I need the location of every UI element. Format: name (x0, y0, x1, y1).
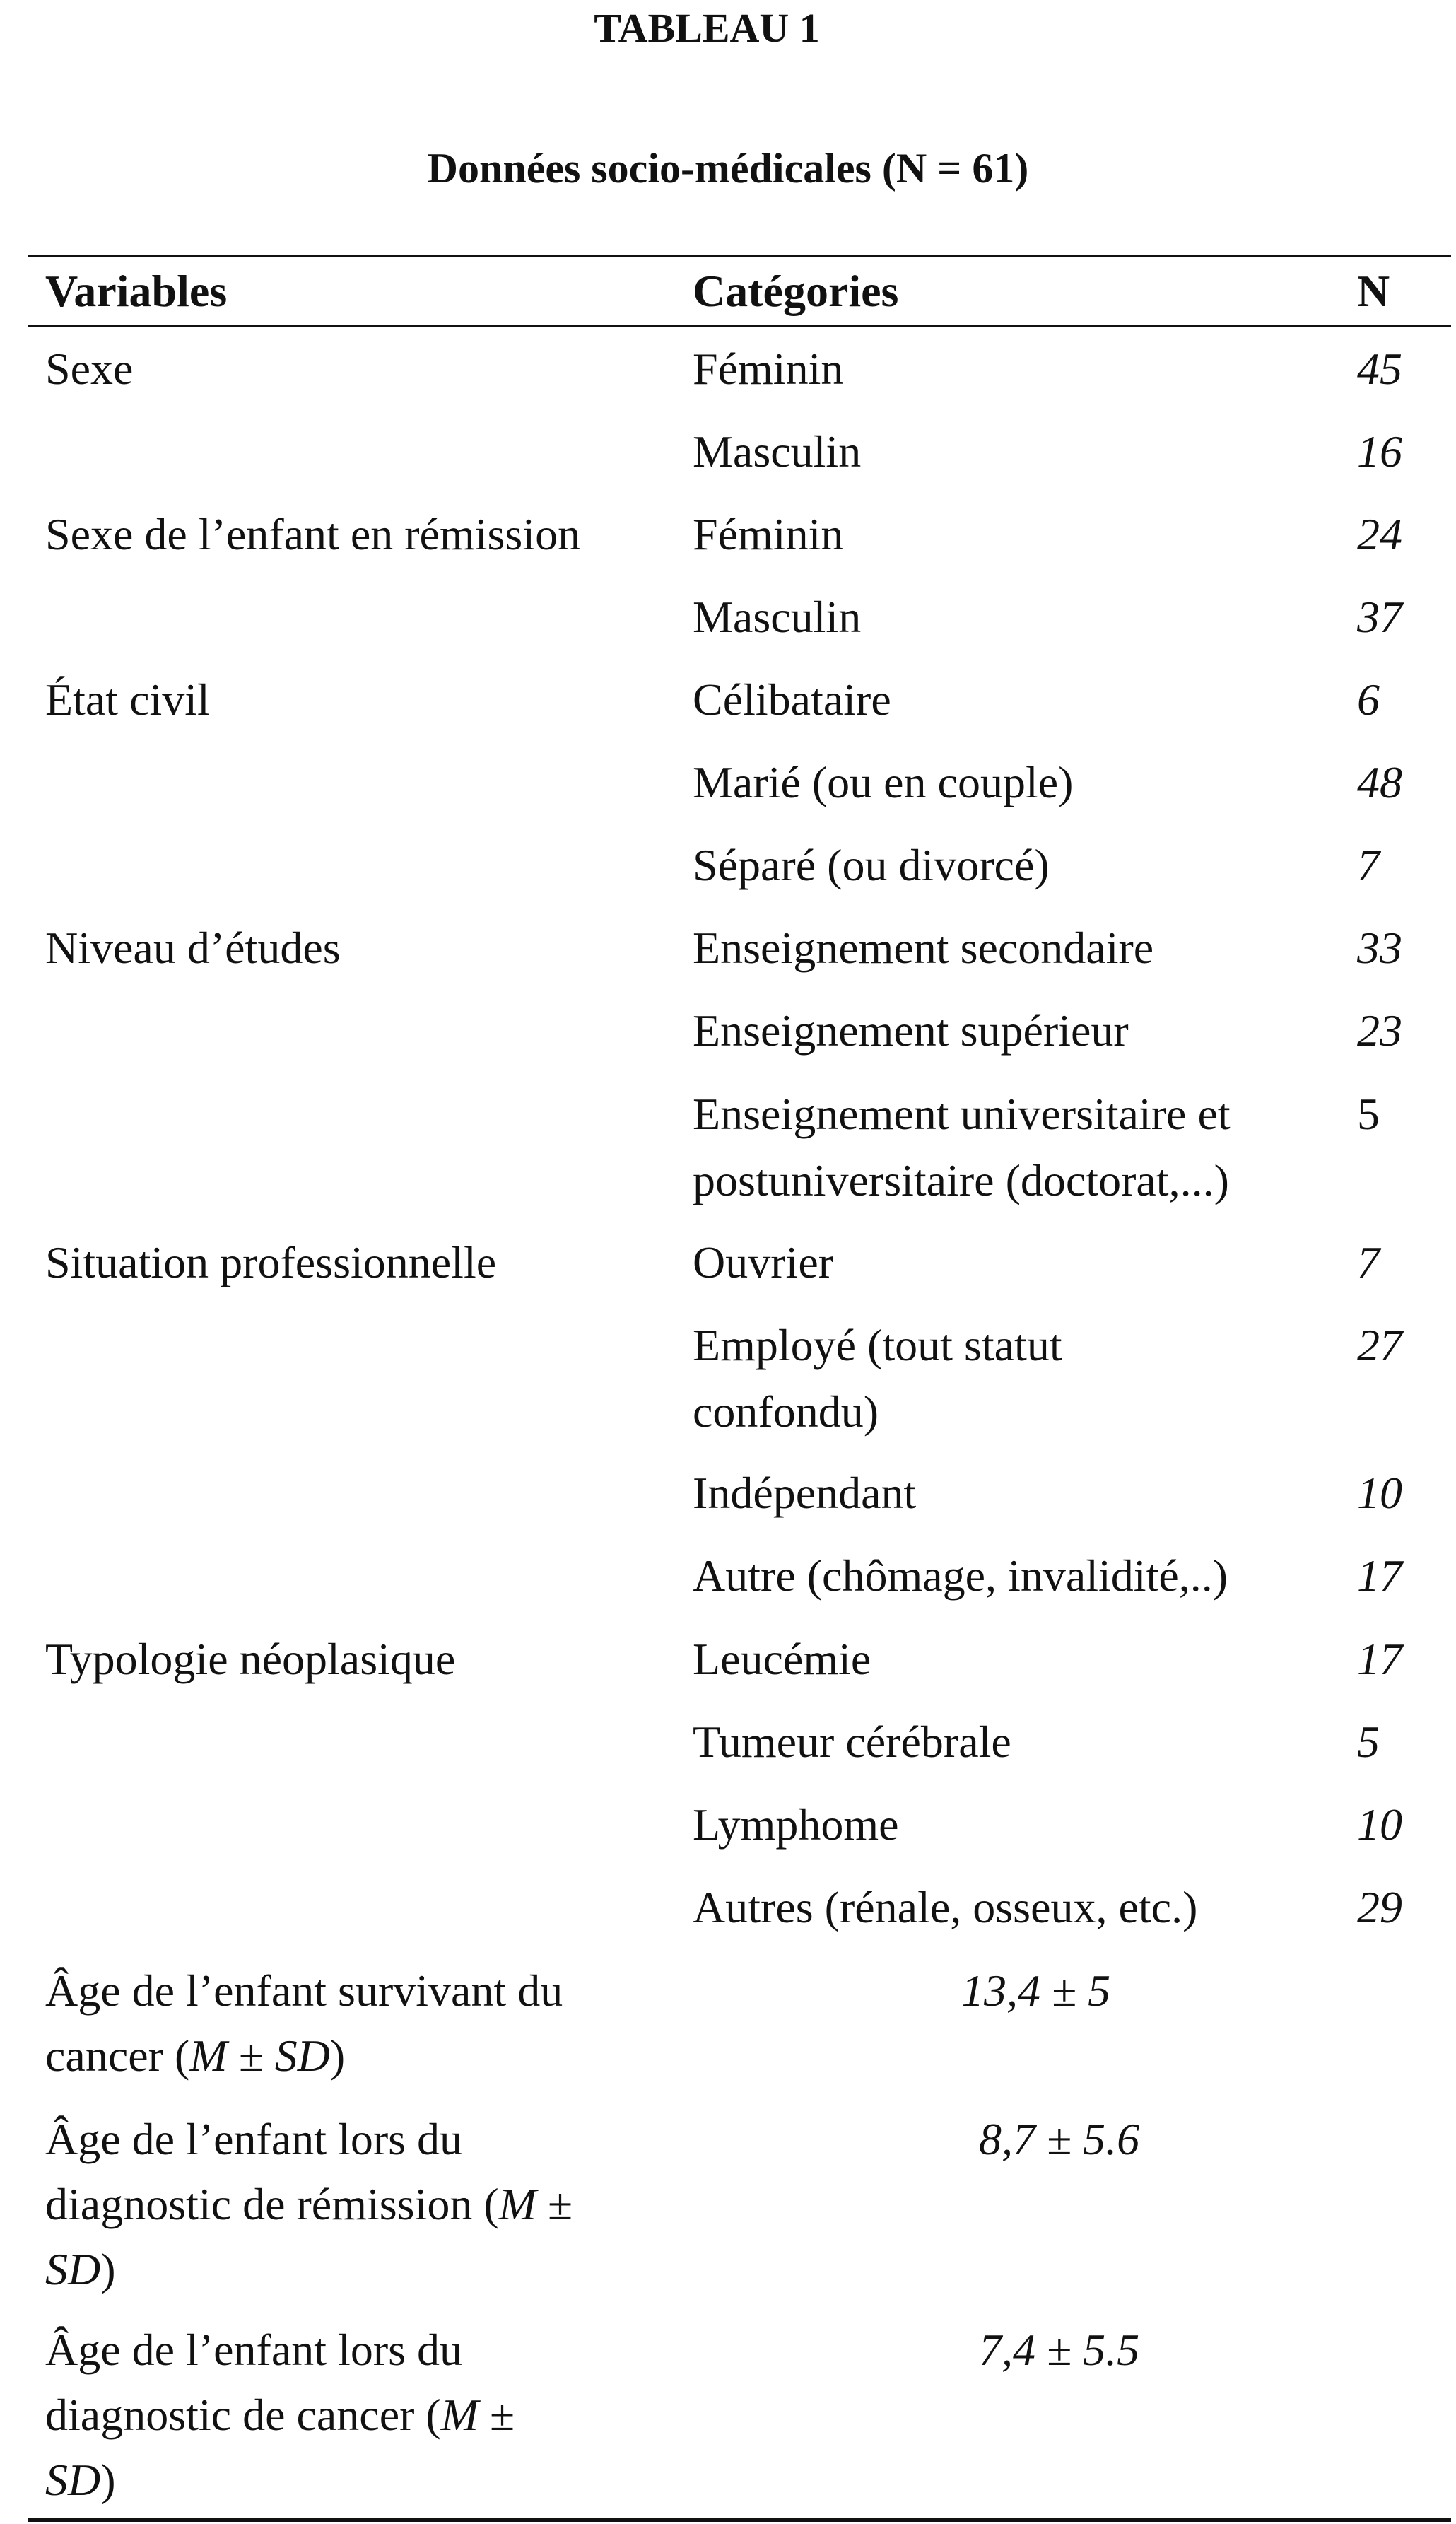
row-category: Autre (chômage, invalidité,..) (693, 1550, 1228, 1601)
row-n: 16 (1357, 426, 1402, 477)
row-category: Féminin (693, 344, 844, 394)
age-row-label-continued: SD) (45, 2455, 116, 2505)
row-n: 45 (1357, 344, 1402, 394)
row-variable: État civil (45, 674, 210, 725)
table-title: TABLEAU 1 (594, 5, 820, 51)
row-category: Tumeur cérébrale (693, 1717, 1011, 1767)
row-n: 23 (1357, 1005, 1402, 1056)
row-category-continued: postuniversitaire (doctorat,...) (693, 1155, 1229, 1205)
row-n: 5 (1357, 1717, 1380, 1767)
row-n: 17 (1357, 1634, 1402, 1684)
row-n: 10 (1357, 1799, 1402, 1850)
row-n: 7 (1357, 1237, 1380, 1287)
row-category: Leucémie (693, 1634, 871, 1684)
header-categories: Catégories (693, 266, 899, 316)
row-variable: Typologie néoplasique (45, 1634, 456, 1684)
row-category: Indépendant (693, 1468, 917, 1518)
row-variable: Situation professionnelle (45, 1237, 497, 1287)
row-variable: Sexe (45, 344, 134, 394)
row-category-continued: confondu) (693, 1386, 879, 1437)
row-variable: Sexe de l’enfant en rémission (45, 509, 581, 559)
row-category: Séparé (ou divorcé) (693, 840, 1050, 890)
row-category: Marié (ou en couple) (693, 757, 1074, 807)
row-variable: Niveau d’études (45, 923, 341, 973)
row-n: 33 (1357, 923, 1402, 973)
row-n: 7 (1357, 840, 1380, 890)
row-category: Enseignement universitaire et (693, 1089, 1231, 1139)
row-category: Ouvrier (693, 1237, 834, 1287)
age-row-value: 7,4 ± 5.5 (979, 2325, 1140, 2375)
row-n: 10 (1357, 1468, 1402, 1518)
age-row-label: Âge de l’enfant survivant du (45, 1965, 563, 2016)
row-n: 5 (1357, 1089, 1380, 1139)
row-category: Célibataire (693, 674, 891, 725)
row-category: Féminin (693, 509, 844, 559)
age-row-label-continued: cancer (M ± SD) (45, 2031, 346, 2081)
row-category: Masculin (693, 426, 862, 477)
row-category: Autres (rénale, osseux, etc.) (693, 1882, 1198, 1932)
age-row-value: 8,7 ± 5.6 (979, 2114, 1140, 2164)
header-variables: Variables (45, 266, 228, 316)
row-n: 24 (1357, 509, 1402, 559)
age-row-label: Âge de l’enfant lors du (45, 2325, 463, 2375)
table-subtitle: Données socio-médicales (N = 61) (427, 145, 1029, 192)
age-row-label-continued: diagnostic de rémission (M ± (45, 2179, 573, 2229)
age-row-label: Âge de l’enfant lors du (45, 2114, 463, 2164)
row-n: 27 (1357, 1320, 1402, 1370)
row-n: 48 (1357, 757, 1402, 807)
table-top-rule (28, 255, 1451, 257)
table-bottom-rule (28, 2518, 1451, 2522)
row-n: 17 (1357, 1550, 1402, 1601)
row-n: 29 (1357, 1882, 1402, 1932)
row-category: Masculin (693, 592, 862, 642)
row-category: Enseignement secondaire (693, 923, 1154, 973)
age-row-label-continued: SD) (45, 2244, 116, 2294)
row-category: Employé (tout statut (693, 1320, 1062, 1370)
age-row-value: 13,4 ± 5 (961, 1965, 1111, 2016)
row-n: 6 (1357, 674, 1380, 725)
row-n: 37 (1357, 592, 1402, 642)
row-category: Lymphome (693, 1799, 899, 1850)
age-row-label-continued: diagnostic de cancer (M ± (45, 2390, 515, 2440)
row-category: Enseignement supérieur (693, 1005, 1129, 1056)
table-header-rule (28, 325, 1451, 327)
header-n: N (1357, 266, 1390, 316)
